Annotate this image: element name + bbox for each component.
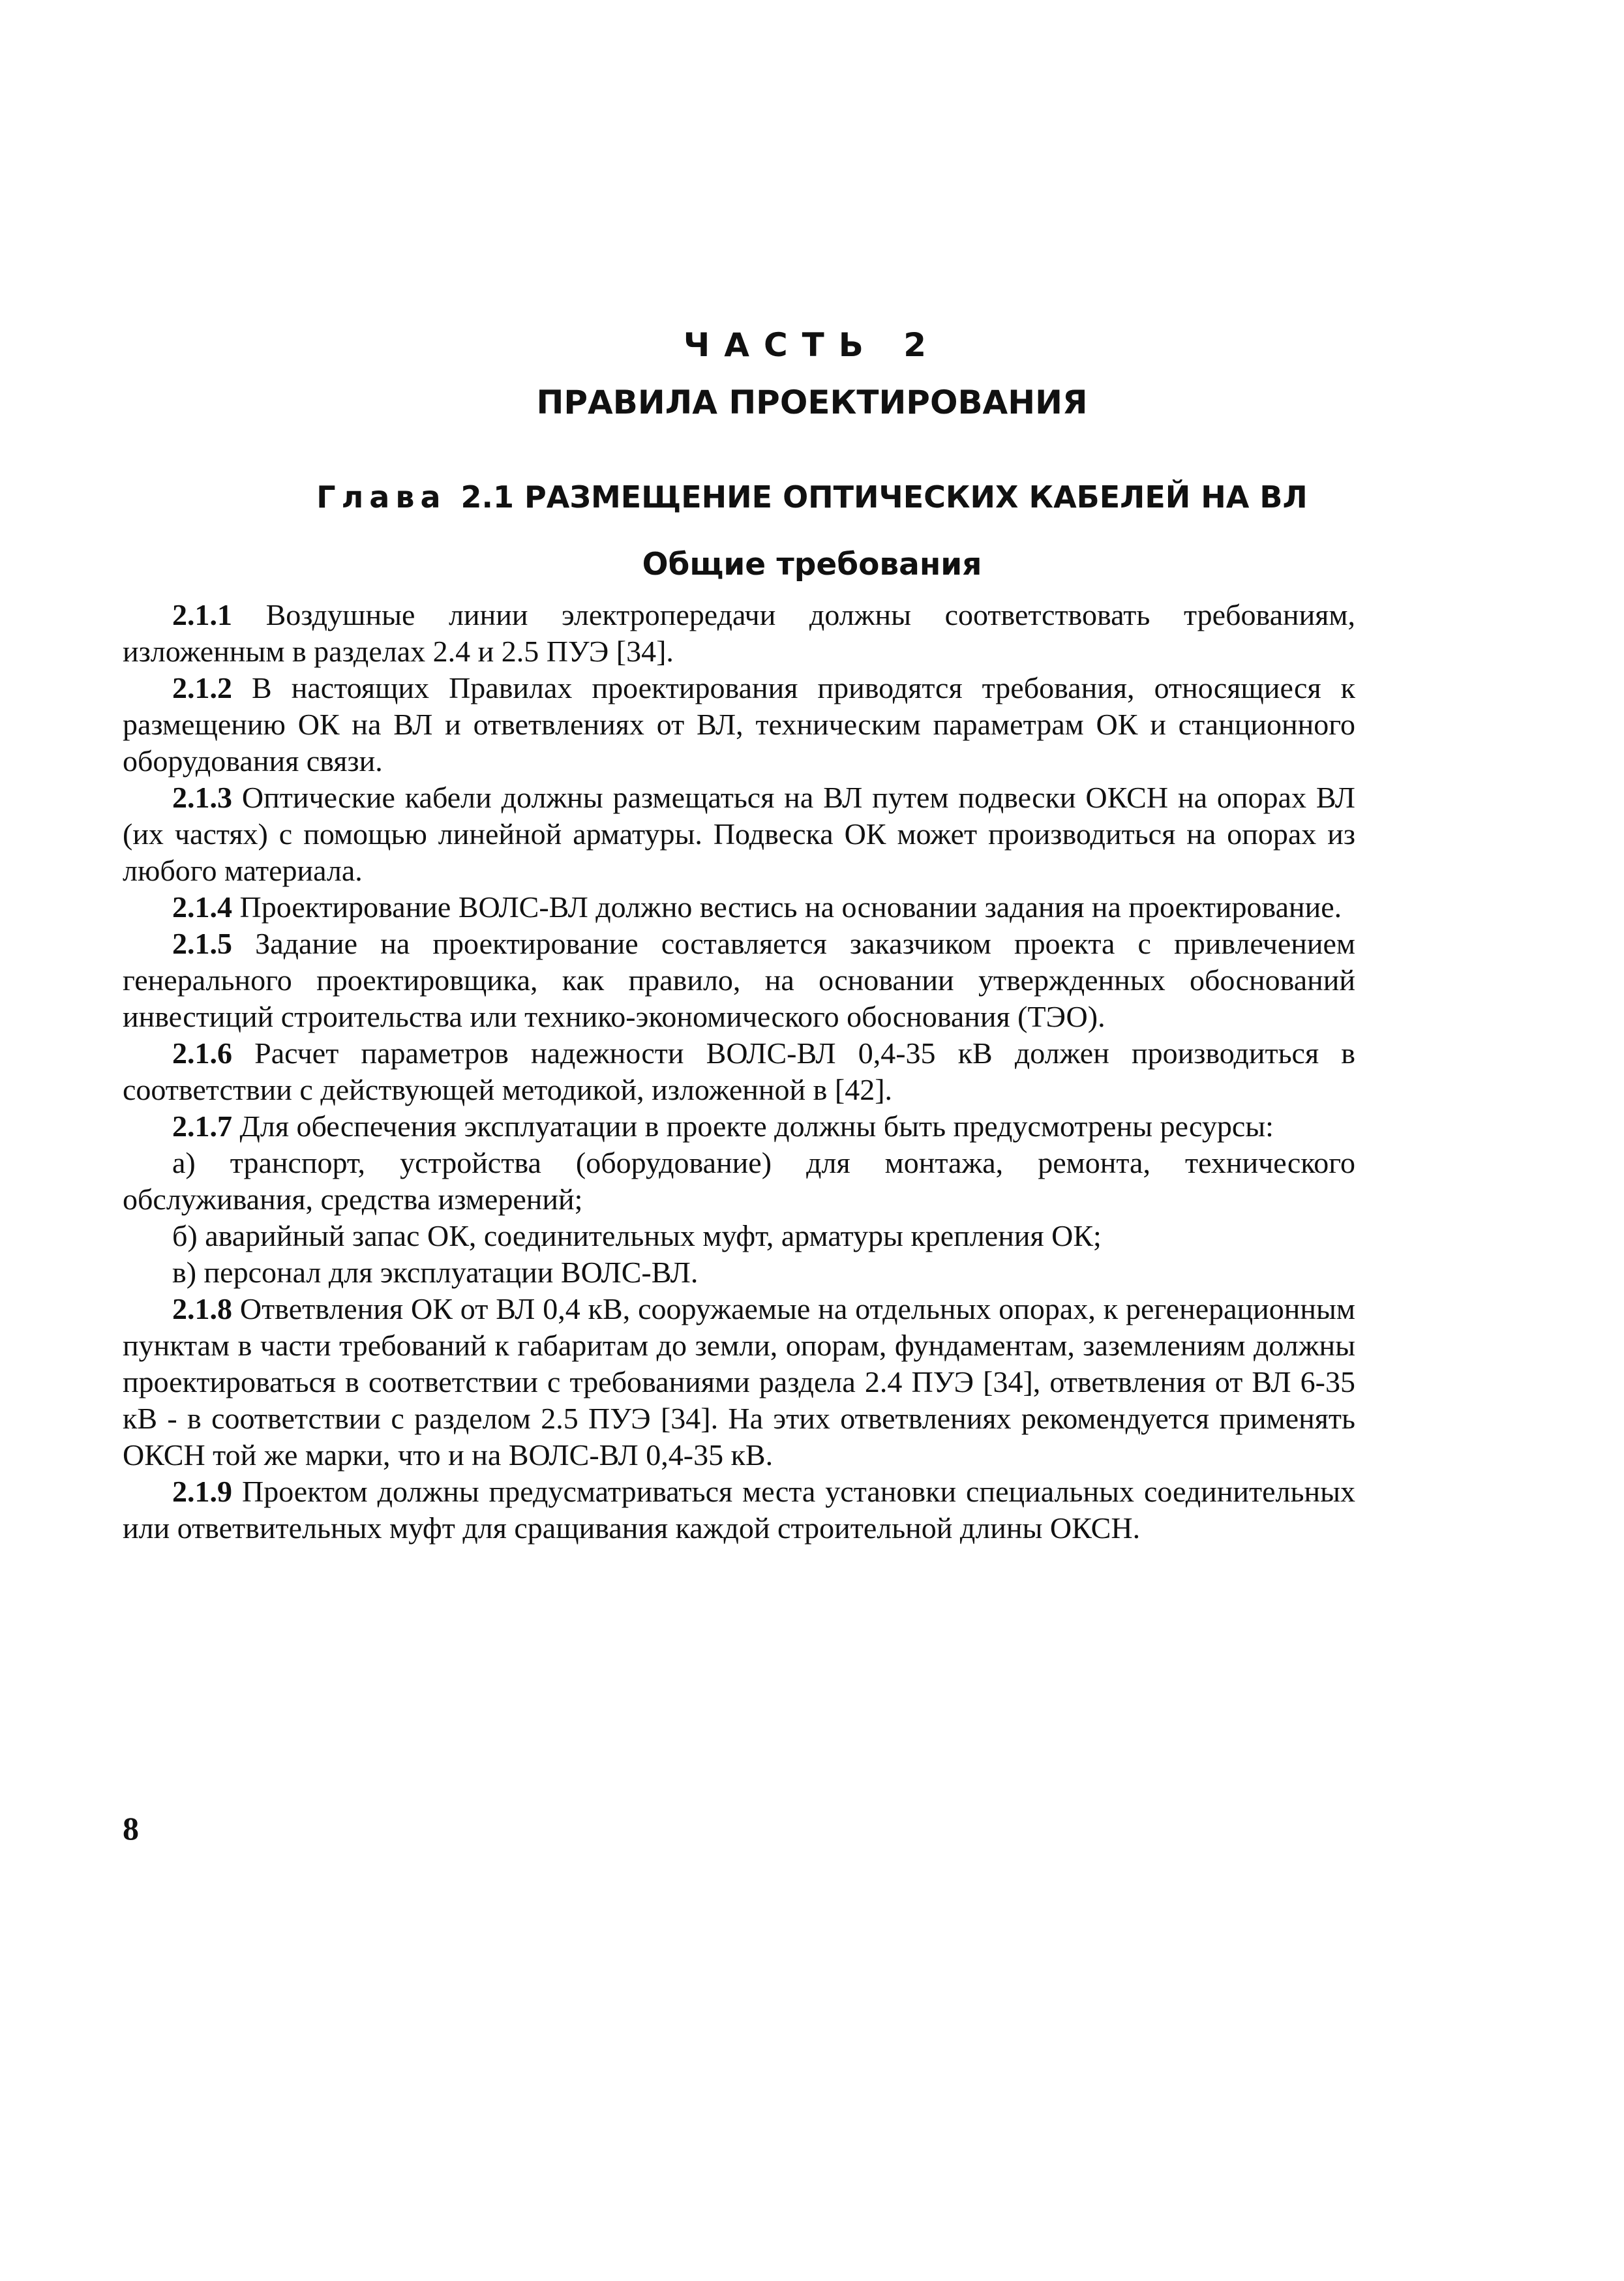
clause-text: В настоящих Правилах проектирования приводятся требования, относящиеся к размещению ОК на ВЛ и ответвлениях от ВЛ, техническим параметрам ОК и станционного оборудования связи.: [123, 671, 1355, 778]
rules-title: ПРАВИЛА ПРОЕКТИРОВАНИЯ: [536, 384, 1088, 421]
clause-paragraph: [123, 926, 1355, 1035]
part-title: ЧАСТЬ 2: [683, 326, 941, 364]
chapter-title-text: РАЗМЕЩЕНИЕ ОПТИЧЕСКИХ КАБЕЛЕЙ НА ВЛ: [524, 479, 1308, 515]
list-item: [123, 1145, 1355, 1218]
clause-text: Проектирование ВОЛС-ВЛ должно вестись на основании задания на проектирование.: [239, 890, 1342, 924]
clause-number: 2.1.1: [172, 598, 232, 631]
clause-number: 2.1.7: [172, 1110, 232, 1143]
body-text: [123, 597, 1355, 1547]
clause-paragraph: [123, 1473, 1355, 1547]
list-item-text: б) аварийный запас ОК, соединительных муфт, арматуры крепления ОК;: [172, 1219, 1102, 1252]
clause-number: 2.1.3: [172, 781, 232, 814]
clause-paragraph: [123, 779, 1355, 889]
chapter-title: [0, 479, 1624, 515]
clause-text: Расчет параметров надежности ВОЛС-ВЛ 0,4-35 кВ должен производиться в соответствии с действующей методикой, изложенной в [42].: [123, 1036, 1356, 1106]
clause-text: Проектом должны предусматриваться места установки специальных соединительных или ответвительных муфт для сращивания каждой строительной длины ОКСН.: [123, 1475, 1356, 1545]
clause-number: 2.1.4: [172, 890, 232, 924]
clause-paragraph: [123, 670, 1355, 779]
clause-number: 2.1.9: [172, 1475, 232, 1508]
clause-paragraph: [123, 1291, 1355, 1473]
clause-number: 2.1.6: [172, 1036, 232, 1070]
clause-paragraph: [123, 597, 1355, 670]
clause-number: 2.1.5: [172, 927, 232, 960]
clause-text: Задание на проектирование составляется заказчиком проекта с привлечением генерального проектировщика, как правило, на основании утвержденных обоснований инвестиций строительства или технико-экономического обоснования (ТЭО).: [123, 927, 1356, 1033]
clause-text: Ответвления ОК от ВЛ 0,4 кВ, сооружаемые на отдельных опорах, к регенерационным пунктам в части требований к габаритам до земли, опорам, фундаментам, заземлениям должны проектироваться в соответствии с требованиями раздела 2.4 ПУЭ [34], ответвления от ВЛ 6-35 кВ - в соответствии с разделом 2.5 ПУЭ [34]. На этих ответвлениях рекомендуется применять ОКСН той же марки, что и на ВОЛС-ВЛ 0,4-35 кВ.: [123, 1292, 1356, 1472]
list-item-text: а) транспорт, устройства (оборудование) для монтажа, ремонта, технического обслуживания, средства измерений;: [123, 1146, 1355, 1216]
clause-number: 2.1.8: [172, 1292, 232, 1325]
clause-paragraph: [123, 1035, 1355, 1108]
clause-text: Для обеспечения эксплуатации в проекте должны быть предусмотрены ресурсы:: [239, 1110, 1274, 1143]
clause-paragraph: [123, 889, 1355, 926]
clause-text: Воздушные линии электропередачи должны соответствовать требованиям, изложенным в разделах 2.4 и 2.5 ПУЭ [34].: [123, 598, 1355, 668]
chapter-number: 2.1: [460, 479, 515, 515]
page-number: 8: [123, 1810, 139, 1847]
list-item-text: в) персонал для эксплуатации ВОЛС-ВЛ.: [172, 1256, 699, 1289]
clause-number: 2.1.2: [172, 671, 232, 704]
list-item: [123, 1254, 1355, 1291]
list-item: [123, 1218, 1355, 1254]
clause-text: Оптические кабели должны размещаться на ВЛ путем подвески ОКСН на опорах ВЛ (их частях) с помощью линейной арматуры. Подвеска ОК может производиться на опорах из любого материала.: [123, 781, 1356, 887]
chapter-label: Глава: [316, 479, 447, 515]
clause-paragraph: [123, 1108, 1355, 1145]
section-title: Общие требования: [642, 547, 982, 582]
